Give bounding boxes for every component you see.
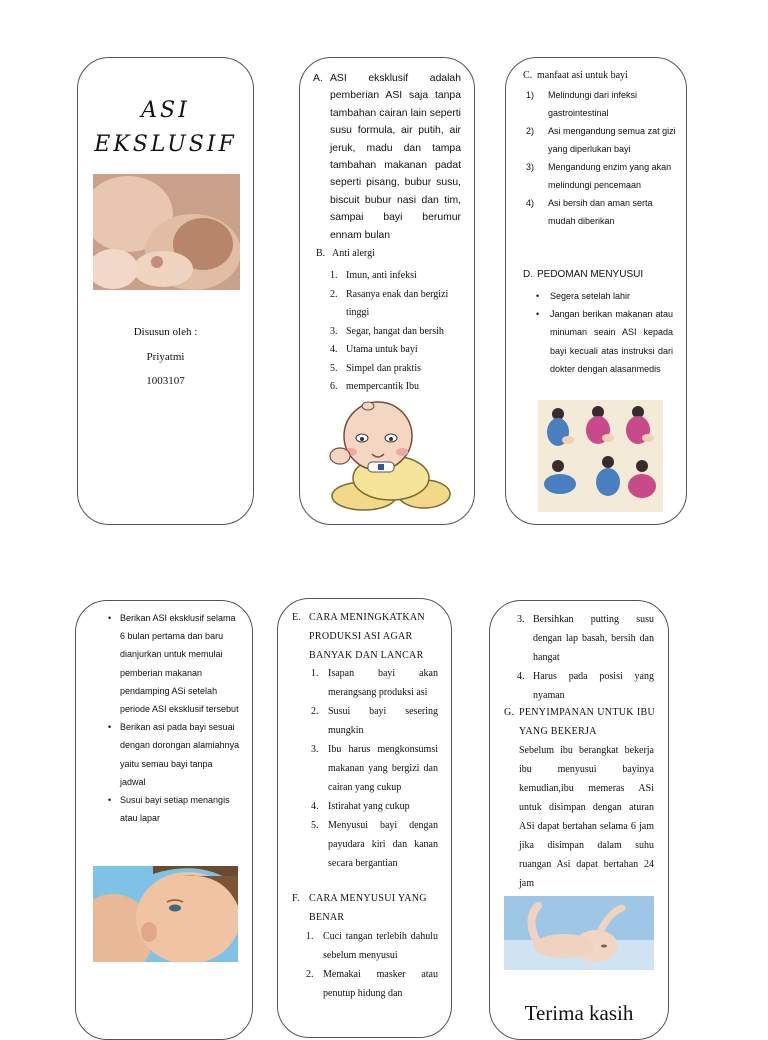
cover-title-line1: ASI [141, 98, 190, 123]
author-name: Priyatmi [146, 351, 185, 363]
section-c-heading [523, 70, 683, 81]
section-d-letter: D. [523, 269, 533, 280]
list-item: 3. Ibu harus mengkonsumsi makanan yang bergizi dan cairan yang cukup [311, 744, 438, 793]
section-c-title: manfaat asi untuk bayi [537, 70, 628, 81]
guidance-list [108, 609, 240, 827]
definition-panel [299, 57, 475, 525]
section-d-heading [523, 269, 683, 280]
list-item: • Segera setelah lahir [536, 291, 631, 301]
section-f-heading [292, 889, 438, 927]
section-e-letter: E. [292, 612, 302, 623]
list-item: 5. Menyusui bayi dengan payudara kiri dan kanan secara bergantian [311, 820, 438, 869]
section-b-title: Anti alergi [332, 248, 375, 259]
list-item: 4. Utama untuk bayi [330, 344, 418, 355]
closing-message: Terima kasih [524, 1001, 634, 1025]
section-b-heading [316, 248, 461, 259]
section-f-title: CARA MENYUSUI YANG BENAR [309, 893, 427, 923]
production-panel [277, 598, 452, 1038]
author-id: 1003107 [146, 375, 185, 387]
section-d-list [536, 287, 673, 378]
cover-title [78, 96, 253, 160]
list-item: 2) Asi mengandung semua zat gizi yang diperlukan bayi [526, 126, 676, 154]
list-item: 1. Cuci tangan terlebih dahulu sebelum menyusui [306, 931, 438, 961]
cover-title-line2: EKSLUSIF [94, 132, 237, 157]
list-item: 2. Susui bayi sesering mungkin [311, 706, 438, 736]
section-b-list [330, 267, 462, 397]
section-e-heading [292, 608, 438, 665]
list-item: • Jangan berikan makanan atau minuman seain ASI kepada bayi kecuali atas instruksi dari dokter dengan alasanmedis [536, 309, 673, 374]
section-e-title: CARA MENINGKATKAN PRODUKSI ASI AGAR BANYAK DAN LANCAR [309, 612, 425, 661]
prepared-by-label: Disusun oleh : [133, 326, 198, 338]
section-f-continued-list [517, 610, 654, 705]
list-item: • Susui bayi setiap menangis atau lapar [108, 795, 230, 824]
section-d-title: PEDOMAN MENYUSUI [537, 269, 644, 280]
section-a [313, 70, 461, 244]
section-g-heading [504, 703, 655, 741]
storage-panel [489, 600, 669, 1040]
list-item: 1) Melindungi dari infeksi gastrointestinal [526, 90, 638, 118]
section-a-text: ASI eksklusif adalah pemberian ASI saja tanpa tambahan cairan lain seperti susu formula, air putih, air jeruk, madu dan tampa tambahan makanan padat seperti pisang, bubur susu, biscuit bubur nasi dan tim, sampai bayi berumur ennam bulan [330, 73, 461, 241]
list-item: 5. Simpel dan praktis [330, 362, 421, 374]
section-b-letter: B. [316, 248, 326, 259]
section-c-letter: C. [523, 70, 533, 81]
breastfeeding-photo [93, 174, 240, 290]
section-g-title: PENYIMPANAN UNTUK IBU YANG BEKERJA [519, 707, 655, 737]
section-f-letter: F. [292, 893, 300, 904]
guidance-panel [75, 600, 253, 1040]
list-item: 4. Harus pada posisi yang nyaman [517, 671, 654, 701]
section-g-text: Sebelum ibu berangkat bekerja ibu menyusui bayinya kemudian,ibu memeras ASi untuk disimpan dengan aturan ASi dapat bertahan selama 6 jam jika disimpan dalam suhu ruangan Asi dapat bertahan 24 jam [519, 745, 654, 889]
list-item: 2. Rasanya enak dan bergizi tinggi [330, 288, 449, 318]
section-c-list [526, 86, 676, 230]
list-item: 6. mempercantik Ibu [330, 381, 420, 392]
benefits-panel [505, 57, 687, 525]
breastfeeding-photo-drawing [93, 174, 240, 290]
cover-panel [77, 57, 254, 525]
list-item: 4) Asi bersih dan aman serta mudah diberikan [526, 198, 653, 226]
nursing-baby-photo [93, 866, 238, 962]
list-item: • Berikan ASI eksklusif selama 6 bulan pertama dan baru dianjurkan untuk memulai pemberian makanan pendamping ASi setelah periode ASI eksklusif tersebut [108, 613, 239, 715]
sleeping-baby-photo [504, 896, 654, 970]
list-item: 3. Bersihkan putting susu dengan lap basah, bersih dan hangat [517, 614, 654, 663]
breastfeeding-positions-illustration [538, 400, 663, 512]
list-item: 3) Mengandung enzim yang akan melindungi pencemaan [526, 162, 672, 190]
list-item: 2. Memakai masker atau penutup hidung dan [306, 969, 438, 999]
section-g-letter: G. [504, 707, 515, 718]
baby-cartoon-illustration [316, 398, 458, 514]
list-item: 1. Imun, anti infeksi [330, 270, 417, 281]
list-item: • Berikan asi pada bayi sesuai dengan dorongan alamiahnya yaitu semau bayi tanpa jadwal [108, 722, 240, 787]
list-item: 3. Segar, hangat dan bersih [330, 325, 444, 337]
section-f-list [306, 927, 438, 1003]
section-a-letter: A. [313, 73, 323, 84]
list-item: 4. Istirahat yang cukup [311, 801, 410, 812]
section-e-list [311, 664, 438, 873]
list-item: 1. Isapan bayi akan merangsang produksi asi [311, 668, 438, 698]
